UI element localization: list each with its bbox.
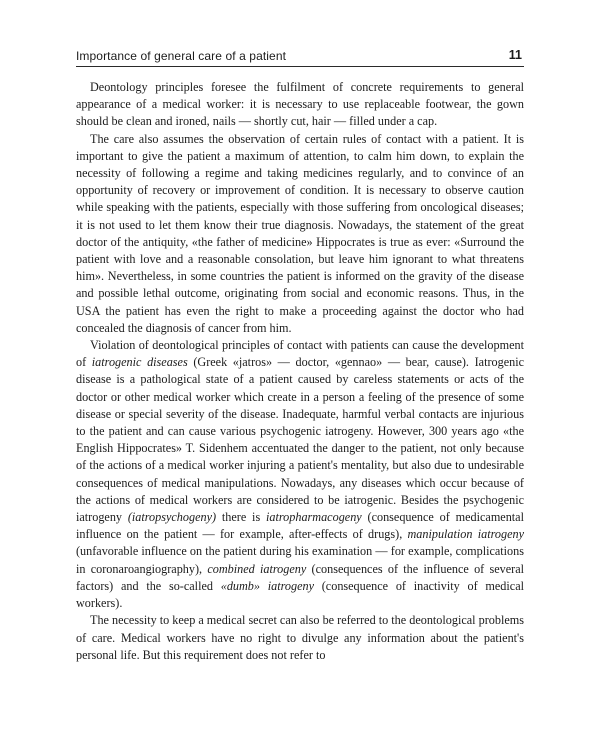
text-run: (Greek «jatros» — doctor, «gennao» — bear, cause). Iatrogenic disease is a pathological state of a patient caused by careless statements or acts of the doctor or other medical worker which create in a person a feeling of the presence of some disease or special severity of the disease. Inadequate, harmful verbal contacts are injurious to the patient and can cause various psychogenic iatrogeny. However, 300 years ago «the English Hippocrates» T. Sidenhem accentuated the danger to the patient, not only because of the actions of a medical worker injuring a patient's mentality, but also due to undesirable consequences of medical manipulations. Nowadays, any diseases which occur because of the actions of medical workers are considered to be iatrogenic. Besides the psychogenic iatrogeny <box>76 355 525 525</box>
text-run: Violation of deontological principles of contact with patients can cause the development of <box>76 338 524 370</box>
paragraph-1 <box>76 79 524 131</box>
text-run: (consequence of inactivity of medical workers). <box>76 578 524 611</box>
paragraph-2 <box>76 131 524 337</box>
term-iatropsychogeny: (iatropsychogeny) <box>127 510 217 525</box>
running-header-title: Importance of general care of a patient <box>76 49 287 63</box>
text-run: The care also assumes the observation of certain rules of contact with a patient. It is important to give the patient a maximum of attention, to calm him down, to explain the necessity of following a regime and taking medicines regularly, and to convince of an opportunity of recovery or improvement of condition. It is necessary to observe caution while speaking with the patients, especially with those suffering from oncological diseases; it is not used to let them know their true diagnosis. Nowadays, the statement of the great doctor of the antiquity, «the father of medicine» Hippocrates is true as ever: «Surround the patient with love and a reasonable consolation, but leave him ignorant to what threatens him». Nevertheless, in some countries the patient is informed on the gravity of the disease and possible lethal outcome, originating from social and economic reasons. Thus, in the USA the patient has even the right to make a proceeding against the doctor who had concealed the diagnosis of cancer from him. <box>76 131 524 335</box>
text-run: (unfavorable influence on the patient during his examination — for example, complications in coronaroangiography), <box>76 544 524 576</box>
paragraph-4 <box>76 612 524 664</box>
running-header <box>76 46 524 67</box>
term-iatropharmacogeny: iatropharmacogeny <box>266 510 362 525</box>
text-run: (consequence of medicamental influence on the patient — for example, after-effects of drugs), <box>76 510 524 542</box>
term-iatrogenic-diseases: iatrogenic diseases <box>91 355 188 370</box>
term-dumb-iatrogeny: «dumb» iatrogeny <box>220 578 314 593</box>
term-combined-iatrogeny: combined iatrogeny <box>207 561 307 576</box>
text-run: The necessity to keep a medical secret can also be referred to the deontological problems of care. Medical workers have no right to divulge any information about the patient's personal life. But this requirement does not refer to <box>76 613 524 662</box>
text-run: Deontology principles foresee the fulfilment of concrete requirements to general appearance of a medical worker: it is necessary to use replaceable footwear, the gown should be clean and ironed, nails — shortly cut, hair — filled under a cap. <box>76 80 524 129</box>
body-text <box>76 79 524 664</box>
text-run: (consequences of the influence of several factors) and the so-called <box>76 561 524 593</box>
text-run: there is <box>216 510 267 525</box>
term-manipulation-iatrogeny: manipulation iatrogeny <box>407 527 524 542</box>
page-number: 11 <box>508 48 522 62</box>
paragraph-3 <box>76 337 524 612</box>
